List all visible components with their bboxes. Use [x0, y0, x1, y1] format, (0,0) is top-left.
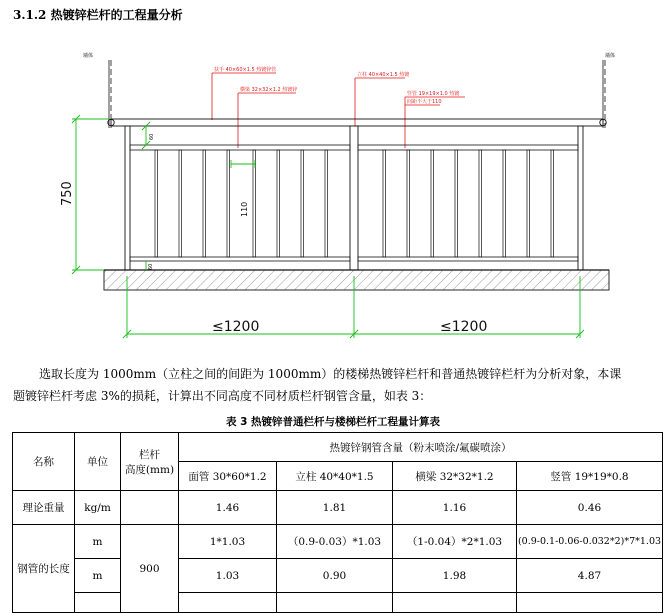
- header-height-line-1: 栏杆: [139, 448, 160, 461]
- header-col-crossbeam: 横梁 32*32*1.2: [393, 462, 517, 491]
- table-cell: （1-0.04）*2*1.03: [393, 525, 517, 559]
- table-row: [13, 491, 663, 525]
- table-cell: [277, 593, 393, 613]
- header-col-handrail-pipe: 面管 30*60*1.2: [179, 462, 277, 491]
- section-heading: 3.1.2 热镀锌栏杆的工程量分析: [13, 8, 183, 22]
- span-1-label: ≤1200: [212, 319, 260, 335]
- table-row: [13, 525, 663, 559]
- theory-weight-label: 理论重量: [13, 491, 75, 525]
- formula-unit: m: [75, 525, 121, 559]
- header-col-baluster: 竖管 19*19*0.8: [517, 462, 663, 491]
- table-cell: 4.87: [517, 559, 663, 593]
- floor-slab: [104, 270, 609, 290]
- analysis-paragraph-line-1: 选取长度为 1000mm（立柱之间的间距为 1000mm）的楼梯热镀锌栏杆和普通热镀锌栏杆为分析对象，本课: [39, 367, 622, 381]
- post-spec: 立柱 40×40×1.5 热镀: [357, 72, 410, 78]
- railing-height-value: 900: [121, 525, 179, 613]
- header-col-post: 立柱 40*40*1.5: [277, 462, 393, 491]
- theory-weight-unit: kg/m: [75, 491, 121, 525]
- height-750-label: 750: [60, 181, 75, 206]
- table-cell: 1.81: [277, 491, 393, 525]
- table-caption: 表 3 热镀锌普通栏杆与楼梯栏杆工程量计算表: [225, 416, 441, 428]
- baluster-spacing-spec: 间距不大于110: [407, 99, 442, 105]
- table-row: [13, 559, 663, 593]
- dimension-lines: [72, 115, 584, 338]
- table-cell: 1.46: [179, 491, 277, 525]
- gap-60-label: 60: [149, 133, 155, 140]
- table-cell: 1*1.03: [179, 525, 277, 559]
- gap-110-label: 110: [240, 201, 249, 217]
- wall-left-label: 墙体: [83, 53, 94, 59]
- railing-posts: [125, 126, 583, 270]
- railing-elevation-drawing: [0, 28, 666, 350]
- handrail: [108, 119, 606, 126]
- theory-weight-height: [121, 491, 179, 525]
- calculation-table: [12, 432, 663, 613]
- wall-right-label: 墙体: [605, 53, 616, 59]
- table-cell: 1.03: [179, 559, 277, 593]
- table-cell: [75, 593, 121, 613]
- table-cell: [179, 593, 277, 613]
- baluster-spec: 竖管 19×19×1.0 热镀: [407, 91, 460, 97]
- table-cell: 1.98: [393, 559, 517, 593]
- wall-right: [603, 60, 605, 128]
- header-unit: 单位: [75, 433, 121, 491]
- crossbeam-spec: 横梁 32×32×1.2 热镀锌: [240, 87, 298, 93]
- leader-labels: [214, 66, 459, 105]
- pipe-length-label: 钢管的长度: [13, 525, 75, 613]
- wall-left: [109, 60, 111, 128]
- table-cell: 0.90: [277, 559, 393, 593]
- table-row: [13, 593, 663, 613]
- header-height: [121, 433, 179, 491]
- bottom-60-label: 60: [148, 263, 154, 270]
- leader-lines: [212, 73, 465, 148]
- span-2-label: ≤1200: [440, 319, 488, 335]
- header-steel-content: 热镀锌钢管含量（粉末喷涂/氟碳喷涂）: [179, 433, 663, 462]
- handrail-spec: 扶手 40×60×1.5 热镀锌管: [214, 67, 277, 73]
- table-cell: （0.9-0.03）*1.03: [277, 525, 393, 559]
- analysis-paragraph-line-2: 题镀锌栏杆考虑 3%的损耗，计算出不同高度不同材质栏杆钢管含量，如表 3：: [13, 389, 432, 403]
- result-unit: m: [75, 559, 121, 593]
- table-cell: [393, 593, 517, 613]
- table-cell: [517, 593, 663, 613]
- table-cell: (0.9-0.1-0.06-0.032*2)*7*1.03: [517, 525, 663, 559]
- header-name: 名称: [13, 433, 75, 491]
- table-cell: 0.46: [517, 491, 663, 525]
- header-height-line-2: 高度(mm): [124, 463, 175, 476]
- table-cell: 1.16: [393, 491, 517, 525]
